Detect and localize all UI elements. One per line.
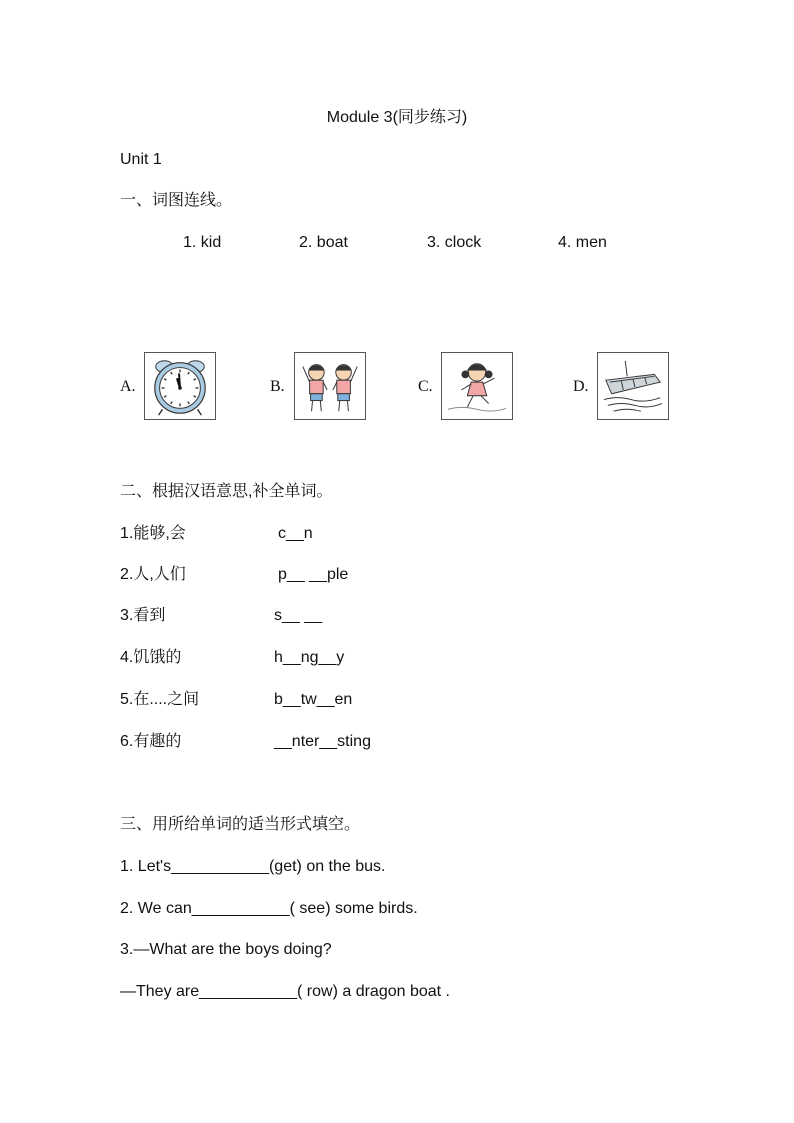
word-men: 4. men <box>558 234 607 251</box>
word-boat: 2. boat <box>299 234 348 251</box>
item-cn-2: 2.人,人们 <box>120 566 186 583</box>
fill-line-3-answer: —They are___________( row) a dragon boat . <box>120 983 450 1000</box>
section1-heading: 一、词图连线。 <box>120 192 233 209</box>
fill-line-2: 2. We can___________( see) some birds. <box>120 900 418 917</box>
alarm-clock-icon <box>145 353 215 419</box>
item-en-6: __nter__sting <box>274 733 371 750</box>
word-clock: 3. clock <box>427 234 482 251</box>
item-en-4: h__ng__y <box>274 649 345 666</box>
page-title: Module 3(同步练习) <box>326 109 468 126</box>
section3-heading: 三、用所给单词的适当形式填空。 <box>120 816 361 833</box>
unit-heading: Unit 1 <box>120 151 162 168</box>
item-en-2: p__ __ple <box>278 566 349 583</box>
item-en-1: c__n <box>278 525 313 542</box>
girl-running-icon <box>442 353 512 419</box>
rowboat-icon <box>598 353 668 419</box>
picture-b <box>294 352 366 420</box>
picture-label-d: D. <box>573 378 589 395</box>
section2-heading: 二、根据汉语意思,补全单词。 <box>120 483 333 500</box>
item-cn-4: 4.饥饿的 <box>120 649 182 666</box>
fill-line-1: 1. Let's___________(get) on the bus. <box>120 858 386 875</box>
item-cn-1: 1.能够,会 <box>120 525 186 542</box>
item-en-3: s__ __ <box>274 607 323 624</box>
picture-label-a: A. <box>120 378 136 395</box>
item-cn-6: 6.有趣的 <box>120 733 182 750</box>
picture-d <box>597 352 669 420</box>
picture-label-b: B. <box>270 378 285 395</box>
item-en-5: b__tw__en <box>274 691 353 708</box>
item-cn-5: 5.在....之间 <box>120 691 200 708</box>
two-boys-icon <box>295 353 365 419</box>
picture-a <box>144 352 216 420</box>
item-cn-3: 3.看到 <box>120 607 166 624</box>
fill-line-3-question: 3.—What are the boys doing? <box>120 941 332 958</box>
picture-label-c: C. <box>418 378 433 395</box>
word-kid: 1. kid <box>183 234 222 251</box>
picture-c <box>441 352 513 420</box>
